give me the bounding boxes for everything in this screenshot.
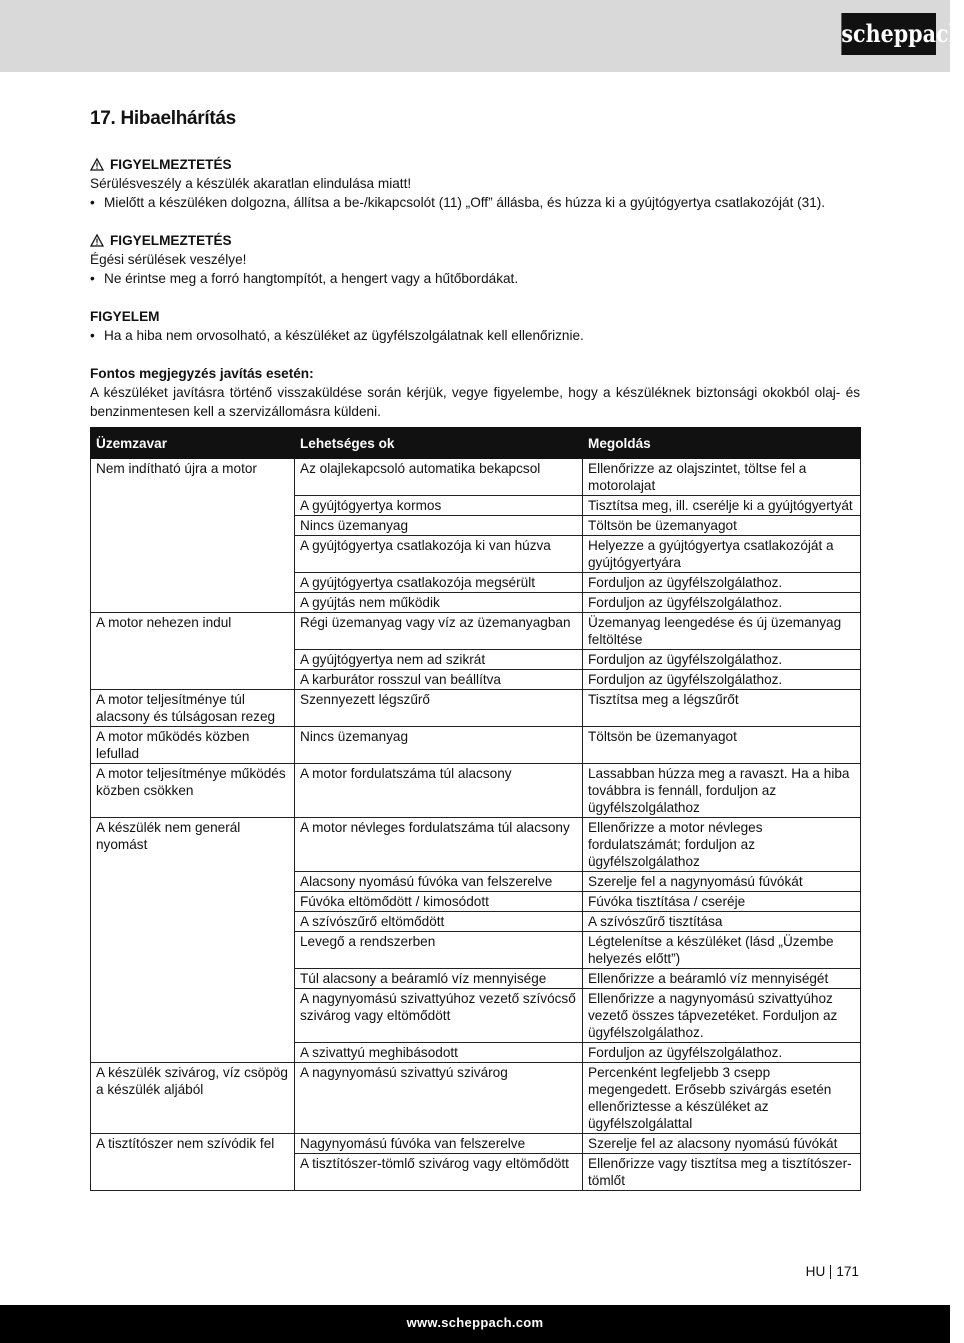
page-number bbox=[806, 1264, 859, 1279]
solution-cell: Szerelje fel a nagynyomású fúvókát bbox=[583, 872, 861, 892]
fault-cell: A készülék szivárog, víz csöpög a készülék aljából bbox=[91, 1063, 295, 1134]
table-row bbox=[91, 764, 861, 818]
cause-cell: Nagynyomású fúvóka van felszerelve bbox=[295, 1134, 583, 1154]
warning-heading: FIGYELMEZTETÉS bbox=[110, 157, 232, 172]
cause-cell: A motor fordulatszáma túl alacsony bbox=[295, 764, 583, 818]
brand-logo: scheppach bbox=[841, 13, 936, 55]
warning-block-2 bbox=[90, 231, 860, 288]
warning-bullet: • Mielőtt a készüléken dolgozna, állítsa a be-/kikapcsolót (11) „Off” állásba, és húzza ki a gyújtógyertya csatlakozóját (31). bbox=[90, 195, 826, 210]
solution-cell: Percenként legfeljebb 3 csepp megengedett. Erősebb szivárgás esetén ellenőriztesse a készüléket az ügyfélszolgálattal bbox=[583, 1063, 861, 1134]
cause-cell: Nincs üzemanyag bbox=[295, 516, 583, 536]
fault-cell: A motor működés közben lefullad bbox=[91, 727, 295, 764]
solution-cell: Tisztítsa meg, ill. cserélje ki a gyújtógyertyát bbox=[583, 496, 861, 516]
cause-cell: Túl alacsony a beáramló víz mennyisége bbox=[295, 969, 583, 989]
column-header: Üzemzavar bbox=[91, 428, 295, 459]
solution-cell: Lassabban húzza meg a ravaszt. Ha a hiba továbbra is fennáll, forduljon az ügyfélszolgálathoz bbox=[583, 764, 861, 818]
warning-block-1 bbox=[90, 155, 860, 212]
fault-cell: Nem indítható újra a motor bbox=[91, 459, 295, 613]
cause-cell: A nagynyomású szivattyúhoz vezető szívócső szivárog vagy eltömődött bbox=[295, 989, 583, 1043]
page-content bbox=[90, 108, 860, 1191]
cause-cell: A gyújtás nem működik bbox=[295, 593, 583, 613]
attention-bullet: • Ha a hiba nem orvosolható, a készüléket az ügyfélszolgálatnak kell ellenőriznie. bbox=[90, 328, 584, 343]
cause-cell: Levegő a rendszerben bbox=[295, 932, 583, 969]
cause-cell: Nincs üzemanyag bbox=[295, 727, 583, 764]
column-header: Lehetséges ok bbox=[295, 428, 583, 459]
cause-cell: A nagynyomású szivattyú szivárog bbox=[295, 1063, 583, 1134]
table-row bbox=[91, 818, 861, 872]
table-row bbox=[91, 727, 861, 764]
solution-cell: Töltsön be üzemanyagot bbox=[583, 727, 861, 764]
solution-cell: Ellenőrizze a beáramló víz mennyiségét bbox=[583, 969, 861, 989]
table-body bbox=[91, 459, 861, 1191]
warning-triangle-icon bbox=[90, 234, 104, 247]
solution-cell: Ellenőrizze a motor névleges fordulatszámát; forduljon az ügyfélszolgálathoz bbox=[583, 818, 861, 872]
page-title: 17. Hibaelhárítás bbox=[90, 108, 236, 129]
table-row bbox=[91, 613, 861, 650]
language-code: HU bbox=[805, 1264, 826, 1279]
cause-cell: A szívószűrő eltömődött bbox=[295, 912, 583, 932]
solution-cell: Légtelenítse a készüléket (lásd „Üzembe helyezés előtt”) bbox=[583, 932, 861, 969]
fault-cell: A készülék nem generál nyomást bbox=[91, 818, 295, 1063]
attention-heading: FIGYELEM bbox=[90, 309, 160, 324]
cause-cell: A gyújtógyertya kormos bbox=[295, 496, 583, 516]
table-row bbox=[91, 459, 861, 496]
solution-cell: Forduljon az ügyfélszolgálathoz. bbox=[583, 593, 861, 613]
footer-bar bbox=[0, 1305, 950, 1343]
cause-cell: A szivattyú meghibásodott bbox=[295, 1043, 583, 1063]
table-header-row bbox=[91, 428, 861, 459]
cause-cell: Alacsony nyomású fúvóka van felszerelve bbox=[295, 872, 583, 892]
page-number-value: 171 bbox=[836, 1264, 859, 1279]
cause-cell: Szennyezett légszűrő bbox=[295, 690, 583, 727]
column-header: Megoldás bbox=[583, 428, 861, 459]
solution-cell: Fúvóka tisztítása / cseréje bbox=[583, 892, 861, 912]
cause-cell: Az olajlekapcsoló automatika bekapcsol bbox=[295, 459, 583, 496]
table-row bbox=[91, 690, 861, 727]
warning-heading: FIGYELMEZTETÉS bbox=[110, 233, 232, 248]
solution-cell: Ellenőrizze a nagynyomású szivattyúhoz vezető összes tápvezetéket. Forduljon az ügyfélszolgálathoz. bbox=[583, 989, 861, 1043]
note-heading: Fontos megjegyzés javítás esetén: bbox=[90, 366, 314, 381]
note-block bbox=[90, 364, 860, 421]
cause-cell: Régi üzemanyag vagy víz az üzemanyagban bbox=[295, 613, 583, 650]
cause-cell: A motor névleges fordulatszáma túl alacsony bbox=[295, 818, 583, 872]
cause-cell: A gyújtógyertya csatlakozója megsérült bbox=[295, 573, 583, 593]
website-link[interactable]: www.scheppach.com bbox=[406, 1315, 544, 1330]
fault-cell: A tisztítószer nem szívódik fel bbox=[91, 1134, 295, 1191]
cause-cell: A karburátor rosszul van beállítva bbox=[295, 670, 583, 690]
solution-cell: Tisztítsa meg a légszűrőt bbox=[583, 690, 861, 727]
cause-cell: A tisztítószer-tömlő szivárog vagy eltömődött bbox=[295, 1154, 583, 1191]
solution-cell: Forduljon az ügyfélszolgálathoz. bbox=[583, 1043, 861, 1063]
cause-cell: A gyújtógyertya csatlakozója ki van húzva bbox=[295, 536, 583, 573]
solution-cell: Helyezze a gyújtógyertya csatlakozóját a gyújtógyertyára bbox=[583, 536, 861, 573]
fault-cell: A motor nehezen indul bbox=[91, 613, 295, 690]
header-bar bbox=[0, 0, 964, 72]
solution-cell: A szívószűrő tisztítása bbox=[583, 912, 861, 932]
table-row bbox=[91, 1134, 861, 1154]
solution-cell: Szerelje fel az alacsony nyomású fúvókát bbox=[583, 1134, 861, 1154]
separator bbox=[830, 1265, 831, 1279]
attention-block bbox=[90, 307, 860, 345]
solution-cell: Forduljon az ügyfélszolgálathoz. bbox=[583, 573, 861, 593]
cause-cell: Fúvóka eltömődött / kimosódott bbox=[295, 892, 583, 912]
solution-cell: Forduljon az ügyfélszolgálathoz. bbox=[583, 650, 861, 670]
troubleshooting-table bbox=[90, 427, 861, 1191]
warning-bullet: • Ne érintse meg a forró hangtompítót, a hengert vagy a hűtőbordákat. bbox=[90, 271, 519, 286]
warning-triangle-icon bbox=[90, 158, 104, 171]
fault-cell: A motor teljesítménye működés közben csökken bbox=[91, 764, 295, 818]
warning-text: Sérülésveszély a készülék akaratlan elindulása miatt! bbox=[90, 176, 412, 191]
solution-cell: Ellenőrizze az olajszintet, töltse fel a motorolajat bbox=[583, 459, 861, 496]
note-text: A készüléket javításra történő visszaküldése során kérjük, vegye figyelembe, hogy a készüléknek biztonsági okokból olaj- és benzinmentesen kell a szervizállomásra küldeni. bbox=[90, 385, 860, 419]
solution-cell: Ellenőrizze vagy tisztítsa meg a tisztítószer-tömlőt bbox=[583, 1154, 861, 1191]
table-row bbox=[91, 1063, 861, 1134]
solution-cell: Töltsön be üzemanyagot bbox=[583, 516, 861, 536]
solution-cell: Üzemanyag leengedése és új üzemanyag feltöltése bbox=[583, 613, 861, 650]
cause-cell: A gyújtógyertya nem ad szikrát bbox=[295, 650, 583, 670]
solution-cell: Forduljon az ügyfélszolgálathoz. bbox=[583, 670, 861, 690]
fault-cell: A motor teljesítménye túl alacsony és túlságosan rezeg bbox=[91, 690, 295, 727]
warning-text: Égési sérülések veszélye! bbox=[90, 252, 247, 267]
